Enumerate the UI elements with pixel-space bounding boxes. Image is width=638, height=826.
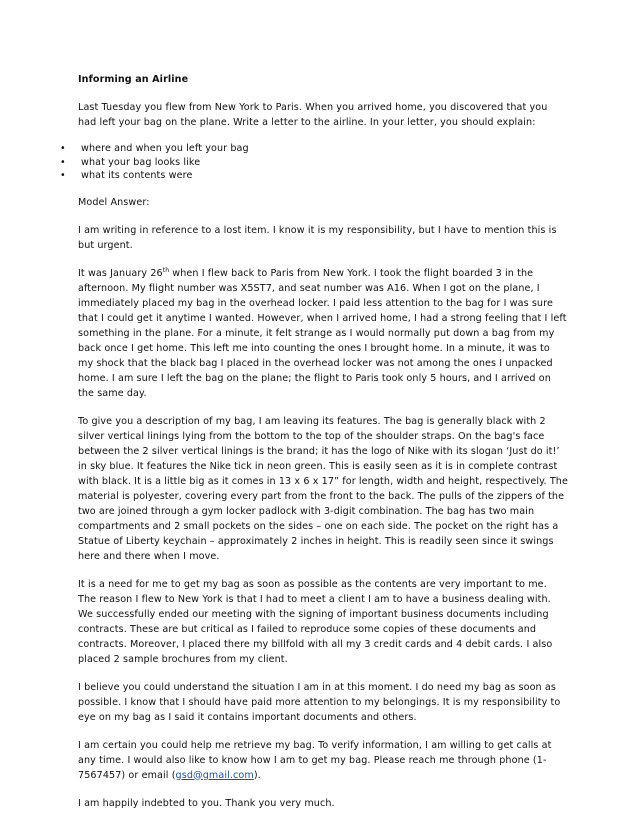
paragraph-intro: I am writing in reference to a lost item. I know it is my responsibility, but I have to mention this is but urgent. [78, 224, 557, 251]
bullet-icon: • [60, 156, 66, 168]
task-bullet-list [60, 142, 568, 183]
list-item: • where and when you left your bag [60, 143, 249, 154]
document-title: Informing an Airline [78, 74, 189, 85]
bullet-icon: • [60, 170, 66, 181]
paragraph-where-when: It was January 26th when I flew back to Paris from New York. I took the flight boarded 3 in the afternoon. My flight number was X5ST7, and seat number was A16. When I got on the plane, I immediately placed my bag in the overhead locker. I paid less attention to the bag for I was sure that I could get it anytime I wanted. However, when I arrived home, I had a strong feeling that I left something in the plane. For a minute, it felt strange as I would normally put down a bag from my back once I get home. This left me into counting the ones I brought home. In a minute, it was to my shock that the black bag I placed in the overhead locker was not among the ones I unpacked home. I am sure I left the bag on the plane; the flight to Paris took only 5 hours, and I arrived on the same day. [78, 266, 567, 399]
paragraph-closing: I am happily indebted to you. Thank you very much. [78, 797, 335, 809]
email-link[interactable]: gsd@gmail.com [175, 769, 254, 781]
paragraph-urgency: I believe you could understand the situation I am in at this moment. I do need my bag as soon as possible. I know that I should have paid more attention to my belongings. It is my responsibility to eye on my bag as I said it contains important documents and others. [78, 681, 561, 723]
list-item: • what your bag looks like [60, 156, 201, 168]
list-item: • what its contents were [60, 170, 193, 181]
paragraph-description: To give you a description of my bag, I am leaving its features. The bag is generally black with 2 silver vertical linings lying from the bottom to the top of the shoulder straps. On the bag's face between the 2 silver vertical linings is the brand; it has the logo of Nike with its slogan ‘Just do it!’ in sky blue. It features the Nike tick in neon green. This is easily seen as it is in complete contrast with black. It is a little big as it comes in 13 x 6 x 17” for length, width and height, respectively. The material is polyester, covering every part from the front to the back. The pulls of the zippers of the two are joined through a gym locker padlock with 3-digit combination. The bag has two main compartments and 2 small pockets on the sides – one on each side. The pocket on the right has a Statue of Liberty keychain – approximately 2 inches in height. This is readily seen since it swings here and there when I move. [78, 415, 568, 562]
paragraph-contact: I am certain you could help me retrieve my bag. To verify information, I am willing to get calls at any time. I would also like to know how I am to get my bag. Please reach me through phone (1-7567457) or email (gsd@gmail.com). [78, 739, 552, 781]
bullet-icon: • [60, 143, 66, 154]
paragraph-contents: It is a need for me to get my bag as soon as possible as the contents are very important to me. The reason I flew to New York is that I had to meet a client I am to have a business dealing with. We successfully ended our meeting with the signing of important business documents including contracts. These are but critical as I failed to reproduce some copies of these documents and contracts. Moreover, I placed there my billfold with all my 3 credit cards and 4 debit cards. I also placed 2 sample brochures from my client. [78, 578, 553, 665]
model-answer-label: Model Answer: [78, 196, 150, 208]
task-prompt: Last Tuesday you flew from New York to Paris. When you arrived home, you discovered that you had left your bag on the plane. Write a letter to the airline. In your letter, you should explain: [78, 102, 548, 128]
document-body [60, 72, 568, 811]
